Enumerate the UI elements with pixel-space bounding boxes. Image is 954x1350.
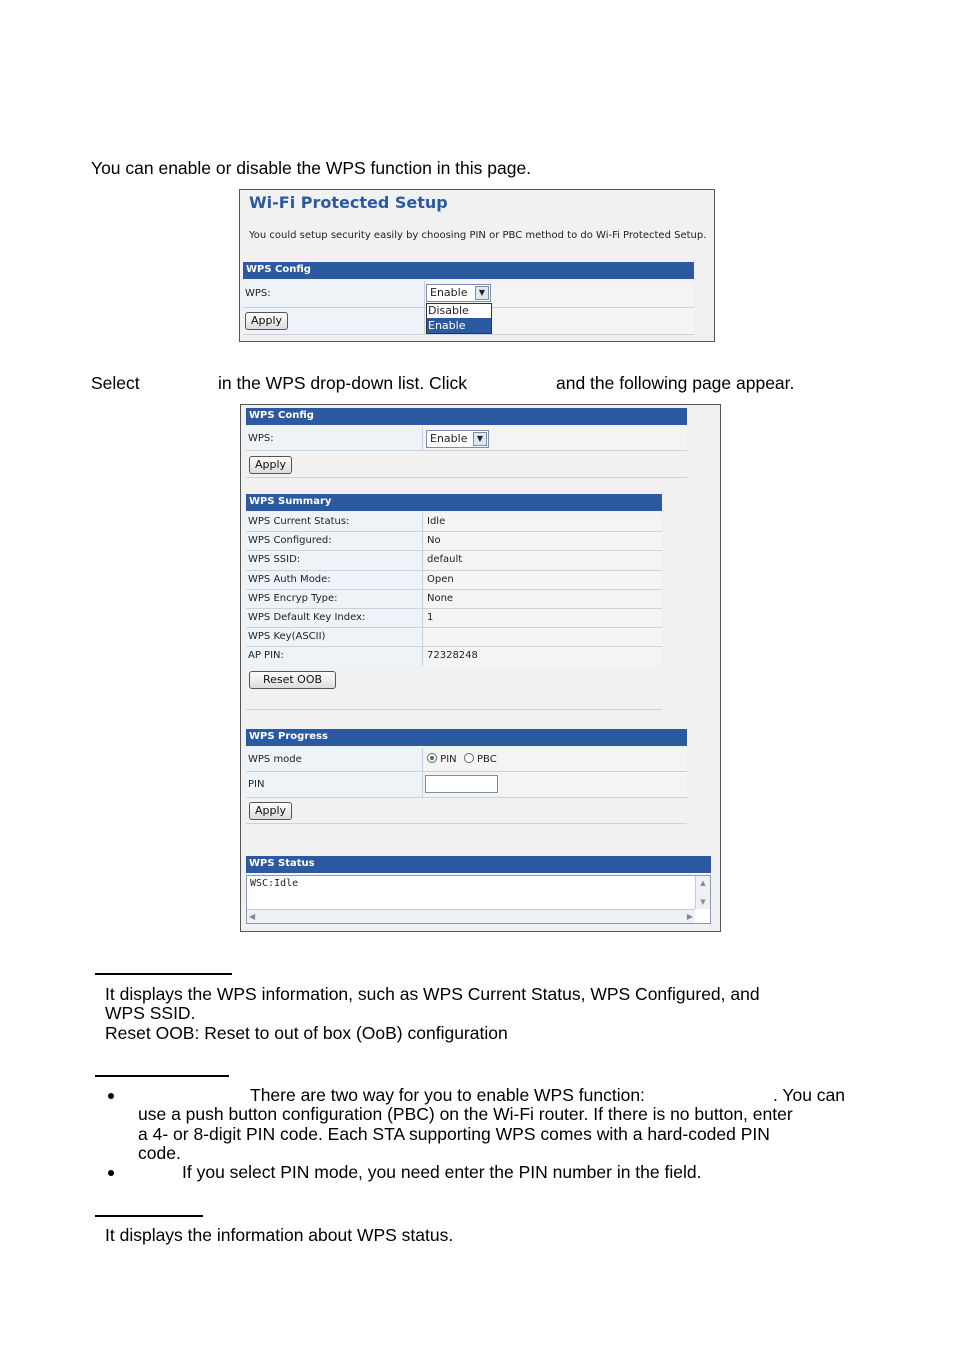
summary-value: Idle bbox=[424, 513, 662, 531]
select-text-1: Select bbox=[91, 373, 140, 393]
progress-bullet1-line3: a 4- or 8-digit PIN code. Each STA supporting WPS comes with a hard-coded PIN bbox=[138, 1124, 770, 1144]
progress-bullet1-line4: code. bbox=[138, 1143, 181, 1163]
table-row bbox=[246, 647, 662, 666]
summary-value: Open bbox=[424, 571, 662, 589]
pin-label: PIN bbox=[246, 772, 423, 797]
bullet-dot bbox=[108, 1093, 114, 1099]
option-disable[interactable]: Disable bbox=[428, 304, 469, 317]
wps-setup-description: You could setup security easily by choosing PIN or PBC method to do Wi-Fi Protected Setup. bbox=[249, 230, 707, 241]
table-row bbox=[246, 590, 662, 609]
summary-label: WPS SSID: bbox=[246, 551, 423, 569]
wps-page-screenshot bbox=[240, 404, 721, 932]
intro-text: You can enable or disable the WPS function in this page. bbox=[91, 158, 532, 178]
summary-value: 1 bbox=[424, 609, 662, 627]
summary-label: WPS Key(ASCII) bbox=[246, 628, 423, 646]
table-row bbox=[246, 532, 662, 551]
summary-value: None bbox=[424, 590, 662, 608]
progress-bullet1-line1-end: . You can bbox=[773, 1085, 846, 1105]
pin-input[interactable] bbox=[425, 775, 498, 793]
apply2-row bbox=[246, 798, 687, 824]
summary-value: No bbox=[424, 532, 662, 550]
pbc-radio[interactable] bbox=[464, 753, 474, 763]
status-line: It displays the information about WPS status. bbox=[105, 1225, 454, 1245]
wps-status-header: WPS Status bbox=[246, 856, 711, 873]
wps-summary-heading-rule bbox=[95, 973, 232, 975]
wps-setup-title: Wi-Fi Protected Setup bbox=[249, 193, 448, 212]
summary-label: WPS Configured: bbox=[246, 532, 423, 550]
vertical-scrollbar[interactable] bbox=[695, 876, 710, 909]
pin-radio[interactable] bbox=[427, 753, 437, 763]
wps-config-header: WPS Config bbox=[243, 262, 694, 279]
wps-status-heading-rule bbox=[95, 1215, 203, 1217]
wps-dropdown-list bbox=[426, 303, 492, 334]
wps-status-textarea[interactable] bbox=[246, 875, 711, 924]
table-row bbox=[246, 513, 662, 532]
summary-label: WPS Current Status: bbox=[246, 513, 423, 531]
reset-oob-button[interactable]: Reset OOB bbox=[249, 671, 336, 689]
summary-line-1: It displays the WPS information, such as WPS Current Status, WPS Configured, and bbox=[105, 984, 760, 1004]
wps-config-header: WPS Config bbox=[246, 408, 687, 425]
summary-value: 72328248 bbox=[424, 647, 662, 665]
wps-summary-header: WPS Summary bbox=[246, 494, 662, 511]
wps-label: WPS: bbox=[246, 427, 423, 450]
apply-button[interactable]: Apply bbox=[245, 312, 288, 330]
wps-status-text: WSC:Idle bbox=[250, 878, 299, 889]
summary-value bbox=[424, 628, 662, 646]
table-row bbox=[246, 628, 662, 647]
wps-label: WPS: bbox=[243, 281, 425, 307]
table-row bbox=[246, 609, 662, 628]
wps-select[interactable] bbox=[426, 284, 491, 302]
chevron-down-icon[interactable]: ▼ bbox=[475, 286, 489, 300]
summary-label: WPS Default Key Index: bbox=[246, 609, 423, 627]
apply-row bbox=[246, 452, 687, 478]
wps-progress-header: WPS Progress bbox=[246, 729, 687, 746]
summary-label: AP PIN: bbox=[246, 647, 423, 665]
apply-progress-button[interactable]: Apply bbox=[249, 802, 292, 820]
bullet-dot bbox=[108, 1170, 114, 1176]
select-text-2: in the WPS drop-down list. Click bbox=[218, 373, 467, 393]
progress-bullet1-line1: There are two way for you to enable WPS function: bbox=[250, 1085, 645, 1105]
pbc-radio-label: PBC bbox=[477, 754, 497, 765]
wps-select-value: Enable bbox=[430, 432, 468, 445]
wps-mode-row bbox=[246, 748, 687, 772]
summary-label: WPS Encryp Type: bbox=[246, 590, 423, 608]
wps-mode-label: WPS mode bbox=[246, 748, 423, 771]
apply-button[interactable]: Apply bbox=[249, 456, 292, 474]
progress-bullet2: If you select PIN mode, you need enter the PIN number in the field. bbox=[182, 1162, 702, 1182]
wps-setup-screenshot bbox=[239, 189, 715, 342]
summary-line-2: WPS SSID. bbox=[105, 1003, 196, 1023]
scroll-down-icon[interactable]: ▼ bbox=[700, 898, 706, 906]
progress-bullet1-line2: use a push button configuration (PBC) on the Wi-Fi router. If there is no button, enter bbox=[138, 1104, 793, 1124]
scroll-right-icon[interactable]: ▶ bbox=[686, 912, 693, 921]
table-row bbox=[246, 551, 662, 570]
scroll-up-icon[interactable]: ▲ bbox=[700, 879, 706, 887]
table-row bbox=[246, 571, 662, 590]
summary-line-3: Reset OOB: Reset to out of box (OoB) configuration bbox=[105, 1023, 508, 1043]
wps-progress-heading-rule bbox=[95, 1075, 229, 1077]
wps-select-value: Enable bbox=[430, 286, 468, 299]
chevron-down-icon[interactable]: ▼ bbox=[473, 432, 487, 446]
select-text-3: and the following page appear. bbox=[556, 373, 795, 393]
horizontal-scrollbar[interactable] bbox=[247, 909, 695, 923]
scroll-left-icon[interactable]: ◀ bbox=[249, 912, 256, 921]
wps-select[interactable] bbox=[426, 430, 489, 448]
option-enable[interactable]: Enable bbox=[427, 318, 491, 333]
pin-radio-label: PIN bbox=[440, 754, 457, 765]
summary-value: default bbox=[424, 551, 662, 569]
summary-label: WPS Auth Mode: bbox=[246, 571, 423, 589]
